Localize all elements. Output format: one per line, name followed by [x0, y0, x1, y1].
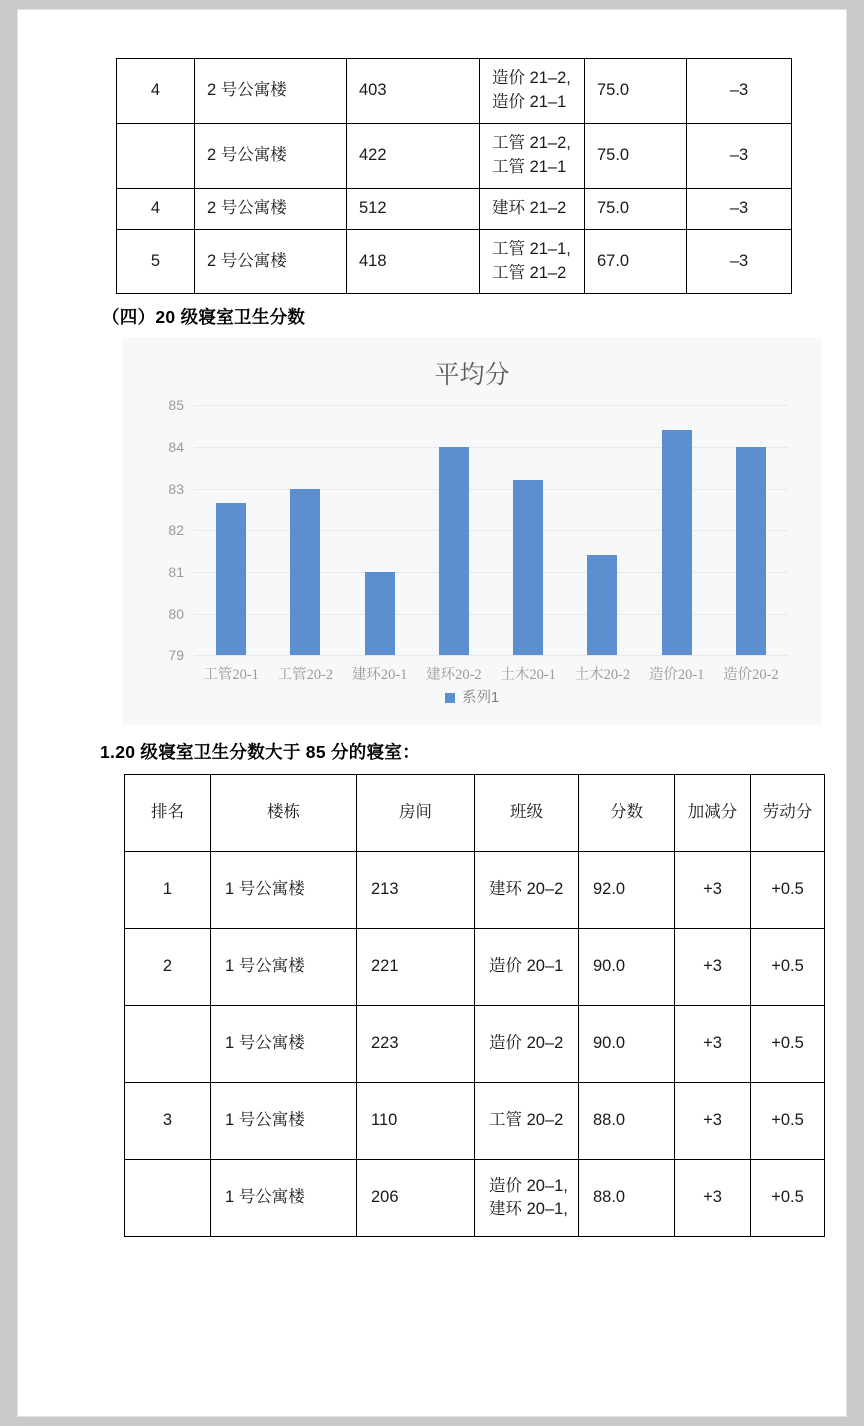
cell-adjust: +3 — [675, 1083, 751, 1160]
chart-bar — [587, 555, 617, 655]
table-row — [125, 929, 825, 1006]
cell-rank — [125, 1160, 211, 1237]
col-header-rank: 排名 — [125, 775, 211, 852]
chart-x-tick-label: 造价20-1 — [648, 667, 705, 684]
cell-adjust: +3 — [675, 929, 751, 1006]
chart-y-tick-label: 84 — [168, 439, 184, 456]
chart-title: 平均分 — [434, 362, 510, 390]
table-row — [117, 123, 792, 188]
chart-bar — [439, 447, 469, 655]
cell-building: 2 号公寓楼 — [195, 229, 347, 294]
chart-x-tick-label: 建环20-1 — [351, 667, 408, 684]
cell-room: 403 — [347, 59, 480, 124]
legend-swatch-icon — [445, 693, 455, 703]
cell-adjust: –3 — [687, 123, 792, 188]
chart-y-tick-label: 81 — [168, 564, 184, 581]
cell-room: 221 — [357, 929, 475, 1006]
cell-score: 88.0 — [579, 1160, 675, 1237]
cell-score: 75.0 — [585, 59, 687, 124]
document-content — [100, 58, 813, 1237]
legend-label: 系列1 — [461, 690, 500, 707]
chart-y-tick-label: 79 — [168, 647, 184, 664]
cell-score: 75.0 — [585, 123, 687, 188]
dorm-score-table-20 — [124, 774, 825, 1237]
cell-labor: +0.5 — [751, 1160, 825, 1237]
cell-room: 110 — [357, 1083, 475, 1160]
cell-building: 1 号公寓楼 — [211, 1083, 357, 1160]
cell-class: 工管 21–2,工管 21–1 — [480, 123, 585, 188]
cell-rank: 5 — [117, 229, 195, 294]
chart-x-tick-label: 土木20-2 — [574, 667, 631, 684]
chart-y-tick-label: 80 — [168, 605, 184, 622]
cell-building: 1 号公寓楼 — [211, 852, 357, 929]
chart-x-tick-label: 工管20-1 — [203, 667, 259, 684]
chart-gridline — [194, 489, 788, 490]
section-heading: （四）20 级寝室卫生分数 — [102, 307, 306, 328]
chart-gridline — [194, 655, 788, 656]
chart-legend — [122, 686, 822, 707]
chart-plot-area — [168, 397, 788, 684]
chart-bar — [736, 447, 766, 655]
col-header-building: 楼栋 — [211, 775, 357, 852]
table-row — [125, 1083, 825, 1160]
chart-gridline — [194, 614, 788, 615]
average-score-chart — [122, 337, 822, 725]
cell-score: 67.0 — [585, 229, 687, 294]
chart-x-tick-label: 建环20-2 — [426, 667, 482, 684]
table-row — [125, 1006, 825, 1083]
chart-x-tick-label: 造价20-2 — [723, 667, 779, 684]
col-header-labor: 劳动分 — [751, 775, 825, 852]
chart-gridline — [194, 447, 788, 448]
cell-building: 2 号公寓楼 — [195, 59, 347, 124]
chart-y-tick-label: 85 — [168, 397, 184, 414]
chart-x-tick-label: 土木20-1 — [500, 667, 556, 684]
cell-room: 206 — [357, 1160, 475, 1237]
cell-labor: +0.5 — [751, 1083, 825, 1160]
cell-building: 1 号公寓楼 — [211, 929, 357, 1006]
cell-rank: 4 — [117, 59, 195, 124]
cell-rank: 1 — [125, 852, 211, 929]
cell-class: 造价 20–1 — [475, 929, 579, 1006]
col-header-room: 房间 — [357, 775, 475, 852]
cell-building: 2 号公寓楼 — [195, 123, 347, 188]
cell-room: 422 — [347, 123, 480, 188]
table-row — [117, 188, 792, 229]
cell-labor: +0.5 — [751, 1006, 825, 1083]
cell-adjust: –3 — [687, 188, 792, 229]
chart-y-tick-label: 83 — [168, 480, 184, 497]
col-header-class: 班级 — [475, 775, 579, 852]
cell-room: 418 — [347, 229, 480, 294]
chart-bar — [513, 480, 543, 655]
cell-adjust: –3 — [687, 229, 792, 294]
cell-rank: 4 — [117, 188, 195, 229]
table-row — [117, 59, 792, 124]
chart-x-tick-label: 工管20-2 — [277, 667, 334, 684]
table-row — [125, 852, 825, 929]
chart-gridline — [194, 405, 788, 406]
cell-adjust: +3 — [675, 852, 751, 929]
table-row — [125, 1160, 825, 1237]
chart-bar — [290, 489, 320, 656]
cell-adjust: –3 — [687, 59, 792, 124]
chart-bar — [365, 572, 395, 655]
chart-y-tick-label: 82 — [168, 522, 184, 539]
cell-adjust: +3 — [675, 1006, 751, 1083]
list-heading: 1.20 级寝室卫生分数大于 85 分的寝室： — [100, 742, 421, 763]
cell-labor: +0.5 — [751, 929, 825, 1006]
cell-building: 1 号公寓楼 — [211, 1006, 357, 1083]
chart-bar — [216, 503, 246, 655]
dorm-score-table-21 — [116, 58, 792, 294]
cell-class: 造价 21–2,造价 21–1 — [480, 59, 585, 124]
chart-gridline — [194, 530, 788, 531]
cell-class: 建环 21–2 — [480, 188, 585, 229]
cell-class: 工管 21–1,工管 21–2 — [480, 229, 585, 294]
cell-rank — [125, 1006, 211, 1083]
cell-adjust: +3 — [675, 1160, 751, 1237]
cell-building: 1 号公寓楼 — [211, 1160, 357, 1237]
cell-class: 工管 20–2 — [475, 1083, 579, 1160]
col-header-score: 分数 — [579, 775, 675, 852]
cell-score: 92.0 — [579, 852, 675, 929]
table-row — [117, 229, 792, 294]
cell-score: 88.0 — [579, 1083, 675, 1160]
cell-score: 90.0 — [579, 1006, 675, 1083]
cell-room: 512 — [347, 188, 480, 229]
cell-room: 223 — [357, 1006, 475, 1083]
cell-class: 建环 20–2 — [475, 852, 579, 929]
chart-gridline — [194, 572, 788, 573]
col-header-adjust: 加减分 — [675, 775, 751, 852]
table-header-row — [125, 775, 825, 852]
cell-class: 造价 20–1,建环 20–1, — [475, 1160, 579, 1237]
cell-class: 造价 20–2 — [475, 1006, 579, 1083]
document-page — [18, 10, 846, 1416]
cell-rank — [117, 123, 195, 188]
cell-labor: +0.5 — [751, 852, 825, 929]
chart-bar — [662, 430, 692, 655]
cell-rank: 2 — [125, 929, 211, 1006]
cell-score: 75.0 — [585, 188, 687, 229]
cell-score: 90.0 — [579, 929, 675, 1006]
cell-room: 213 — [357, 852, 475, 929]
cell-rank: 3 — [125, 1083, 211, 1160]
cell-building: 2 号公寓楼 — [195, 188, 347, 229]
